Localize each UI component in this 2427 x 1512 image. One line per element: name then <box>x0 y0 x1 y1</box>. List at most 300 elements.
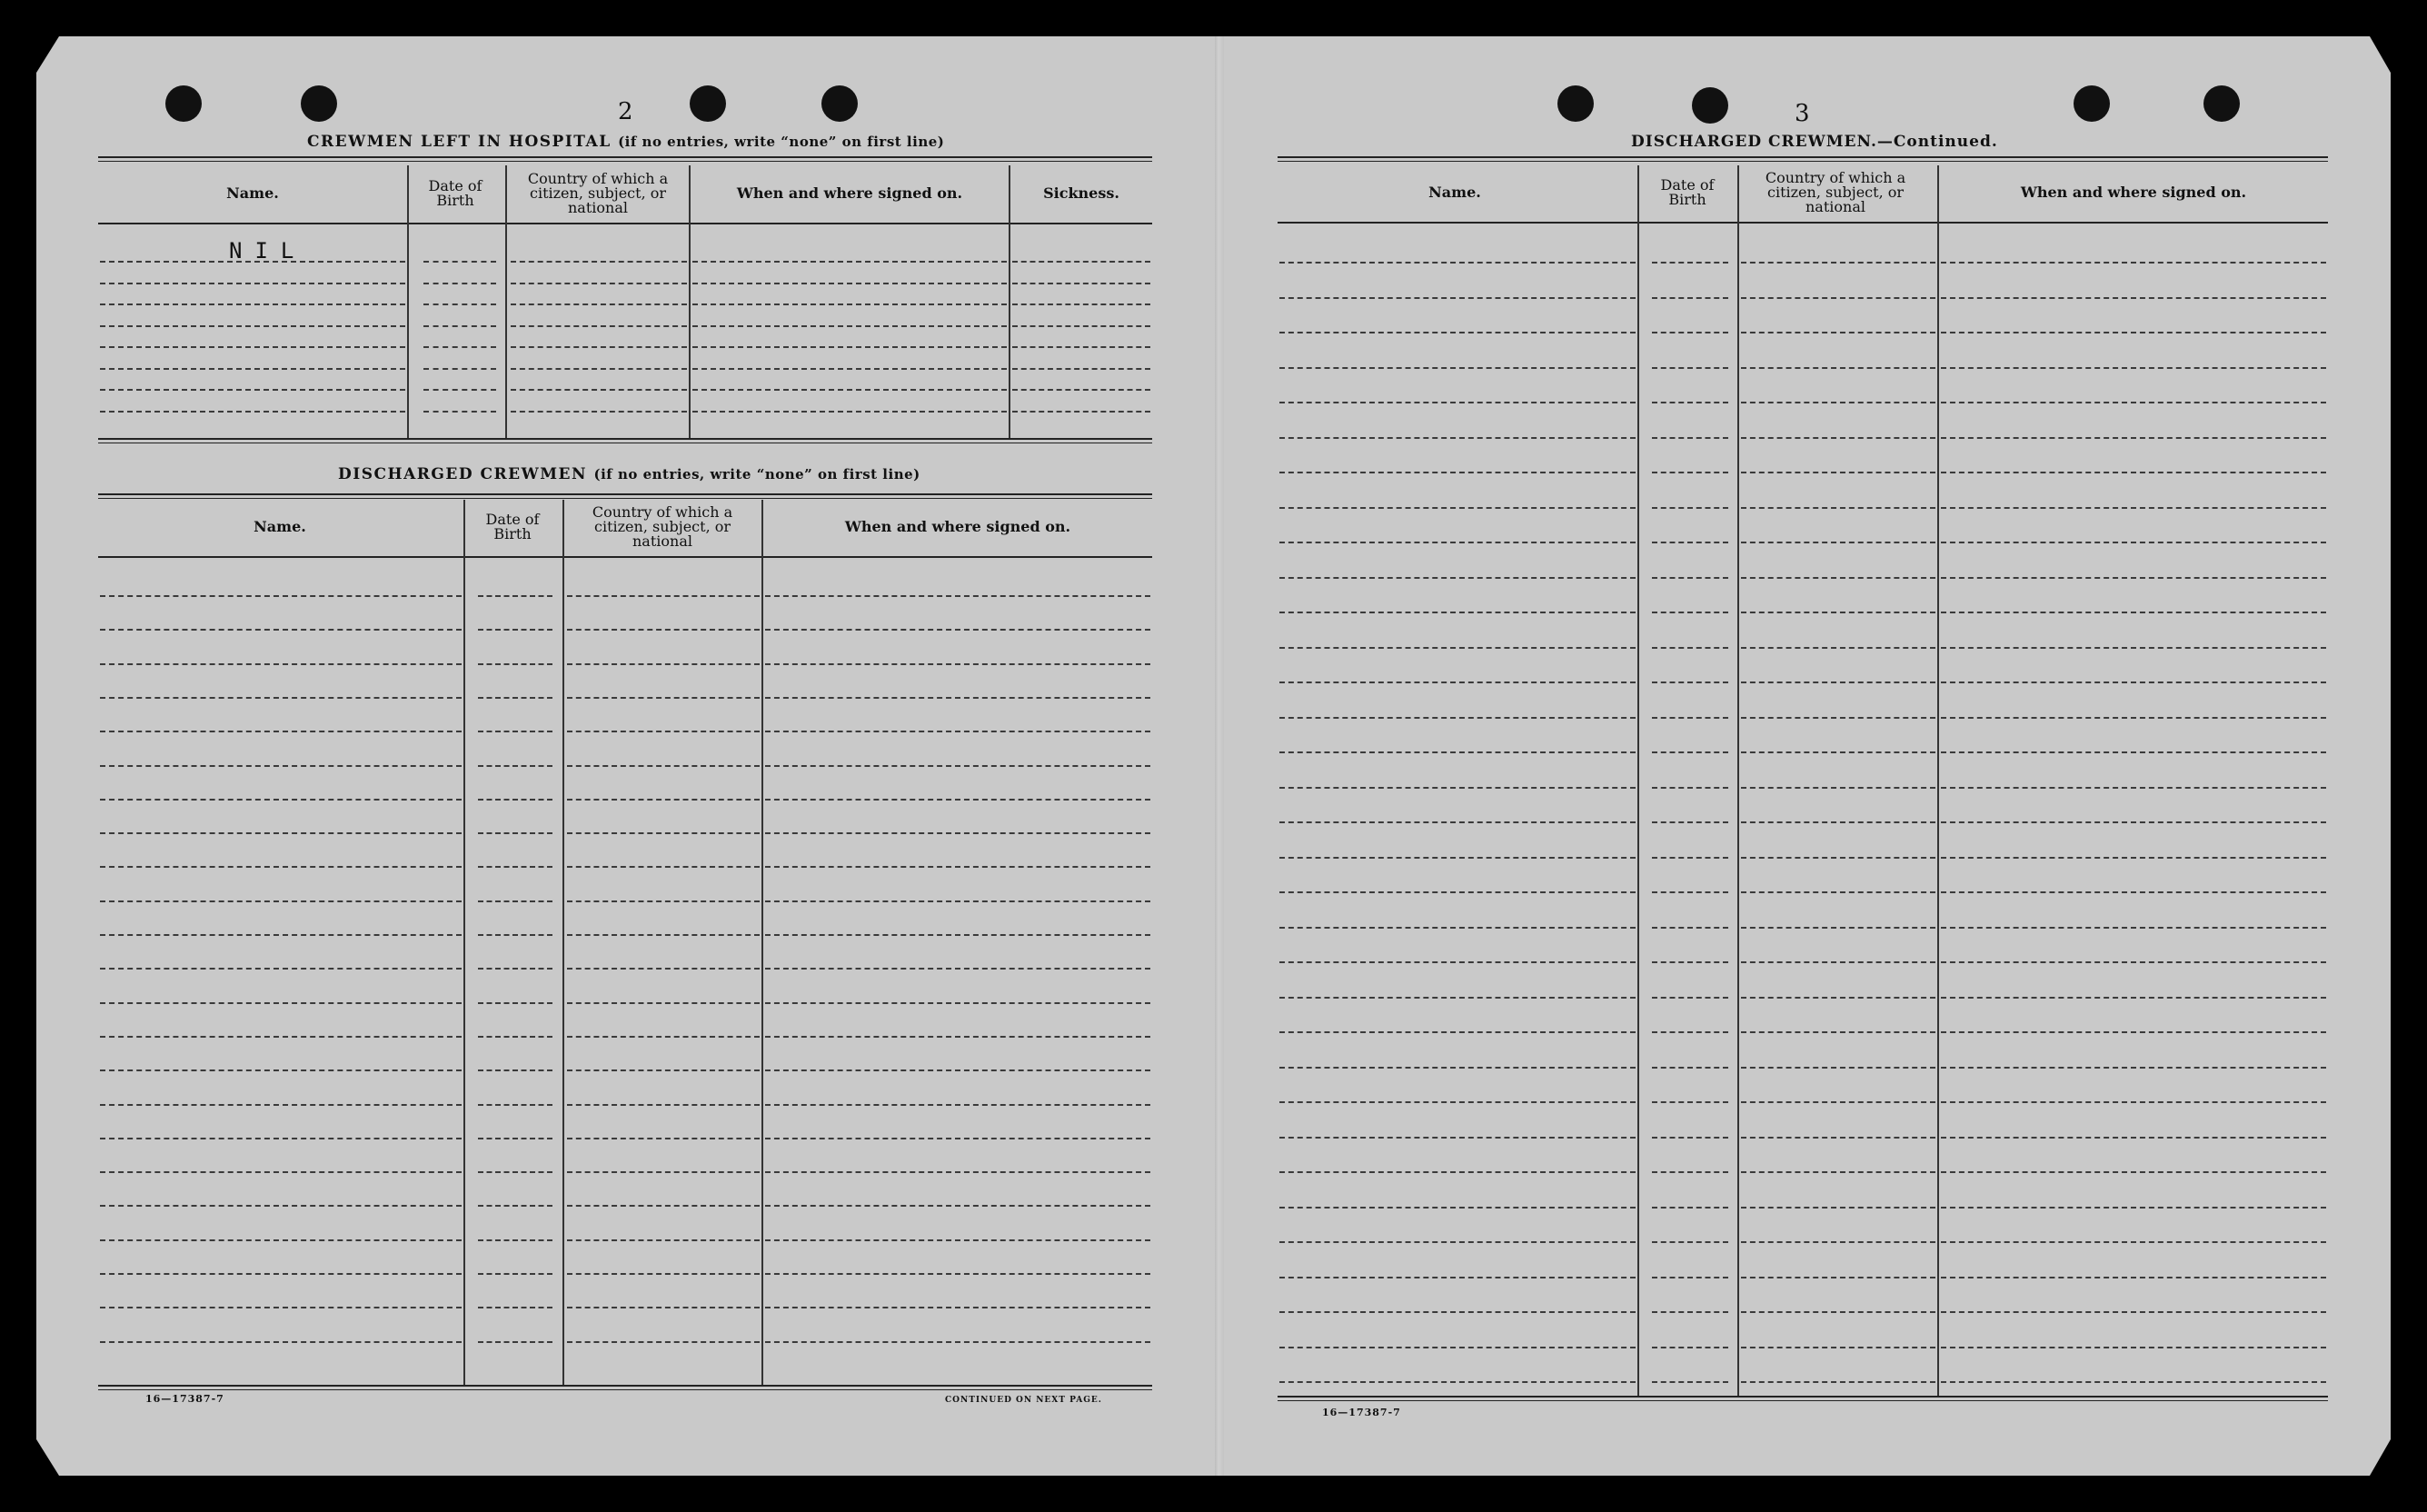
hospital-row-line <box>1012 346 1150 348</box>
discharged-section-title <box>338 465 920 483</box>
right-row-line <box>1652 857 1728 859</box>
discharged-row-line <box>765 1273 1150 1275</box>
right-row-line <box>1941 297 2326 299</box>
discharged-row-line <box>567 866 760 868</box>
right-row-line <box>1741 472 1935 473</box>
discharged-row-line <box>100 1069 462 1071</box>
right-row-line <box>1741 1137 1935 1139</box>
discharged-row-line <box>765 799 1150 801</box>
right-row-line <box>1741 821 1935 823</box>
right-row-line <box>1279 367 1636 369</box>
hospital-row-line <box>100 303 405 305</box>
hospital-row-line <box>1012 389 1150 391</box>
discharged-row-line <box>100 1307 462 1308</box>
discharged-row-line <box>765 1002 1150 1004</box>
hospital-row-line <box>692 325 1007 327</box>
right-header-rule <box>1278 222 2328 224</box>
discharged-table-top-rule <box>98 493 1152 499</box>
right-table-bottom-rule <box>1278 1396 2328 1401</box>
right-row-line <box>1279 857 1636 859</box>
discharged-row-line <box>478 1239 552 1241</box>
right-row-line <box>1652 542 1728 543</box>
discharged-row-line <box>765 629 1150 631</box>
right-header-country: Country of which a citizen, subject, or national <box>1765 169 1906 215</box>
right-row-line <box>1652 1171 1728 1173</box>
right-row-line <box>1652 437 1728 439</box>
right-row-line <box>1741 1381 1935 1383</box>
discharged-row-line <box>765 900 1150 902</box>
hospital-row-line <box>1012 411 1150 413</box>
hospital-row-line <box>511 303 687 305</box>
discharged-row-line <box>567 1205 760 1207</box>
punch-hole <box>1557 85 1594 122</box>
discharged-row-line <box>100 1273 462 1275</box>
right-row-line <box>1941 1347 2326 1348</box>
right-row-line <box>1941 1137 2326 1139</box>
punch-hole <box>690 85 726 122</box>
hospital-header-signed-on: When and where signed on. <box>736 184 963 202</box>
right-row-line <box>1279 717 1636 719</box>
discharged-row-line <box>478 1138 552 1139</box>
discharged-row-line <box>100 731 462 732</box>
right-row-line <box>1741 1171 1935 1173</box>
discharged-row-line <box>478 832 552 834</box>
right-row-line <box>1741 297 1935 299</box>
hospital-row-line <box>511 368 687 370</box>
right-row-line <box>1279 1277 1636 1278</box>
page-number-right: 3 <box>1795 100 1810 127</box>
right-row-line <box>1279 681 1636 683</box>
right-row-line <box>1279 612 1636 613</box>
discharged-row-line <box>765 1341 1150 1343</box>
discharged-row-line <box>765 595 1150 597</box>
right-row-line <box>1741 927 1935 929</box>
right-row-line <box>1741 262 1935 264</box>
discharged-row-line <box>567 832 760 834</box>
right-row-line <box>1652 402 1728 403</box>
discharged-row-line <box>567 595 760 597</box>
discharged-row-line <box>765 697 1150 699</box>
right-header-dob: Date of Birth <box>1660 176 1715 208</box>
discharged-row-line <box>100 866 462 868</box>
right-table-top-rule <box>1278 156 2328 162</box>
discharged-row-line <box>100 934 462 936</box>
discharged-title-note: (if no entries, write “none” on first line) <box>593 466 920 482</box>
right-row-line <box>1279 1101 1636 1103</box>
discharged-row-line <box>765 731 1150 732</box>
right-row-line <box>1652 1207 1728 1209</box>
right-row-line <box>1941 751 2326 753</box>
right-row-line <box>1652 472 1728 473</box>
right-row-line <box>1941 1067 2326 1069</box>
hospital-row-line <box>511 283 687 284</box>
discharged-row-line <box>567 799 760 801</box>
discharged-row-line <box>765 663 1150 665</box>
hospital-row-line <box>1012 261 1150 263</box>
right-row-line <box>1741 751 1935 753</box>
right-row-line <box>1941 437 2326 439</box>
hospital-title-note: (if no entries, write “none” on first line) <box>618 134 945 150</box>
discharged-row-line <box>567 663 760 665</box>
right-row-line <box>1652 997 1728 999</box>
discharged-row-line <box>100 663 462 665</box>
discharged-row-line <box>765 1069 1150 1071</box>
right-row-line <box>1941 857 2326 859</box>
discharged-row-line <box>478 765 552 767</box>
right-row-line <box>1741 437 1935 439</box>
right-row-line <box>1941 647 2326 649</box>
discharged-row-line <box>765 934 1150 936</box>
discharged-header-dob: Date of Birth <box>485 511 540 542</box>
discharged-row-line <box>100 1205 462 1207</box>
right-row-line <box>1652 1381 1728 1383</box>
right-row-line <box>1941 332 2326 333</box>
document-sheet <box>36 36 2391 1476</box>
right-row-line <box>1652 1031 1728 1033</box>
hospital-col-divider <box>505 165 507 438</box>
discharged-row-line <box>100 697 462 699</box>
discharged-row-line <box>478 629 552 631</box>
right-row-line <box>1279 961 1636 963</box>
right-row-line <box>1941 1031 2326 1033</box>
hospital-row-line <box>100 368 405 370</box>
discharged-row-line <box>100 1171 462 1173</box>
hospital-row-line <box>423 346 496 348</box>
discharged-row-line <box>100 1239 462 1241</box>
right-row-line <box>1279 542 1636 543</box>
right-row-line <box>1279 1031 1636 1033</box>
hospital-row-line <box>1012 325 1150 327</box>
discharged-row-line <box>567 968 760 970</box>
right-row-line <box>1741 1031 1935 1033</box>
discharged-row-line <box>100 629 462 631</box>
right-row-line <box>1741 332 1935 333</box>
discharged-row-line <box>567 629 760 631</box>
right-row-line <box>1652 507 1728 509</box>
right-row-line <box>1941 472 2326 473</box>
punch-hole <box>821 85 858 122</box>
right-row-line <box>1652 681 1728 683</box>
hospital-row-line <box>511 411 687 413</box>
hospital-header-sickness: Sickness. <box>1043 184 1119 202</box>
right-row-line <box>1652 297 1728 299</box>
hospital-row-line <box>100 389 405 391</box>
discharged-table-bottom-rule <box>98 1385 1152 1390</box>
hospital-row-line <box>423 283 496 284</box>
discharged-row-line <box>478 697 552 699</box>
right-row-line <box>1652 612 1728 613</box>
right-row-line <box>1741 1311 1935 1313</box>
right-row-line <box>1279 1171 1636 1173</box>
hospital-row-line <box>423 303 496 305</box>
right-row-line <box>1279 647 1636 649</box>
right-row-line <box>1941 612 2326 613</box>
hospital-row-line <box>100 283 405 284</box>
discharged-row-line <box>478 968 552 970</box>
discharged-row-line <box>567 1069 760 1071</box>
right-row-line <box>1279 1311 1636 1313</box>
discharged-row-line <box>567 1171 760 1173</box>
right-row-line <box>1652 1067 1728 1069</box>
discharged-row-line <box>765 1036 1150 1038</box>
right-row-line <box>1279 577 1636 579</box>
hospital-row-line <box>692 346 1007 348</box>
right-row-line <box>1652 262 1728 264</box>
right-row-line <box>1941 507 2326 509</box>
discharged-row-line <box>567 1307 760 1308</box>
right-header-name: Name. <box>1428 184 1481 201</box>
punch-hole <box>165 85 202 122</box>
continued-note: CONTINUED ON NEXT PAGE. <box>945 1396 1102 1405</box>
discharged-row-line <box>478 799 552 801</box>
right-row-line <box>1941 787 2326 789</box>
hospital-header-rule <box>98 223 1152 224</box>
right-row-line <box>1652 1347 1728 1348</box>
right-row-line <box>1741 857 1935 859</box>
right-row-line <box>1941 961 2326 963</box>
discharged-row-line <box>478 1171 552 1173</box>
right-row-line <box>1652 367 1728 369</box>
discharged-row-line <box>567 1138 760 1139</box>
right-row-line <box>1279 927 1636 929</box>
hospital-header-country: Country of which a citizen, subject, or national <box>527 170 669 216</box>
right-row-line <box>1941 262 2326 264</box>
right-row-line <box>1652 1137 1728 1139</box>
right-header-signed-on: When and where signed on. <box>2020 184 2247 201</box>
hospital-header-dob: Date of Birth <box>428 177 482 209</box>
discharged-row-line <box>100 1104 462 1106</box>
right-row-line <box>1941 1171 2326 1173</box>
right-row-line <box>1652 787 1728 789</box>
right-row-line <box>1279 1207 1636 1209</box>
right-row-line <box>1652 577 1728 579</box>
hospital-row-line <box>692 261 1007 263</box>
right-row-line <box>1652 751 1728 753</box>
hospital-row-line <box>1012 368 1150 370</box>
center-fold <box>1215 36 1224 1476</box>
right-row-line <box>1941 1381 2326 1383</box>
hospital-row-line <box>692 389 1007 391</box>
discharged-row-line <box>765 1138 1150 1139</box>
discharged-row-line <box>478 934 552 936</box>
discharged-row-line <box>478 1002 552 1004</box>
discharged-header-name: Name. <box>254 518 306 535</box>
right-row-line <box>1279 997 1636 999</box>
right-row-line <box>1652 1241 1728 1243</box>
right-row-line <box>1279 507 1636 509</box>
right-row-line <box>1741 647 1935 649</box>
hospital-row-line <box>692 303 1007 305</box>
right-row-line <box>1652 1277 1728 1278</box>
right-row-line <box>1652 821 1728 823</box>
discharged-row-line <box>765 765 1150 767</box>
hospital-col-divider <box>689 165 691 438</box>
right-row-line <box>1741 1067 1935 1069</box>
right-row-line <box>1279 262 1636 264</box>
right-row-line <box>1941 1311 2326 1313</box>
discharged-row-line <box>765 1307 1150 1308</box>
discharged-row-line <box>478 900 552 902</box>
hospital-row-line <box>423 368 496 370</box>
discharged-row-line <box>100 765 462 767</box>
discharged-col-divider <box>463 500 465 1387</box>
page-number-left: 2 <box>618 98 633 125</box>
right-row-line <box>1279 472 1636 473</box>
discharged-row-line <box>100 595 462 597</box>
hospital-row-line <box>100 261 405 263</box>
right-row-line <box>1941 1277 2326 1278</box>
discharged-row-line <box>765 1239 1150 1241</box>
discharged-row-line <box>100 1341 462 1343</box>
right-row-line <box>1741 891 1935 893</box>
right-section-title: DISCHARGED CREWMEN.—Continued. <box>1631 133 1998 151</box>
right-row-line <box>1279 297 1636 299</box>
corner-cut <box>36 1439 59 1476</box>
right-row-line <box>1279 402 1636 403</box>
discharged-row-line <box>100 900 462 902</box>
discharged-row-line <box>478 866 552 868</box>
right-row-line <box>1741 367 1935 369</box>
punch-hole <box>301 85 337 122</box>
right-col-divider <box>1637 165 1639 1398</box>
hospital-row-line <box>692 283 1007 284</box>
punch-hole <box>1692 87 1728 124</box>
discharged-row-line <box>100 1138 462 1139</box>
right-row-line <box>1279 821 1636 823</box>
discharged-row-line <box>567 697 760 699</box>
discharged-row-line <box>567 731 760 732</box>
hospital-row-line <box>511 325 687 327</box>
hospital-row-line <box>423 325 496 327</box>
discharged-row-line <box>567 765 760 767</box>
hospital-header-name: Name. <box>226 184 279 202</box>
discharged-col-divider <box>562 500 564 1387</box>
discharged-row-line <box>567 1341 760 1343</box>
corner-cut <box>36 36 59 73</box>
right-col-divider <box>1937 165 1939 1398</box>
right-row-line <box>1741 542 1935 543</box>
hospital-section-title <box>307 133 944 151</box>
hospital-row-line <box>511 346 687 348</box>
discharged-row-line <box>478 1104 552 1106</box>
right-row-line <box>1652 717 1728 719</box>
discharged-row-line <box>765 832 1150 834</box>
discharged-row-line <box>100 799 462 801</box>
right-row-line <box>1941 367 2326 369</box>
discharged-row-line <box>567 934 760 936</box>
discharged-row-line <box>478 731 552 732</box>
discharged-row-line <box>478 1036 552 1038</box>
hospital-row-line <box>100 325 405 327</box>
discharged-row-line <box>100 832 462 834</box>
hospital-table-top-rule <box>98 156 1152 162</box>
right-row-line <box>1741 507 1935 509</box>
right-row-line <box>1279 891 1636 893</box>
right-row-line <box>1741 961 1935 963</box>
hospital-row-line <box>423 389 496 391</box>
right-row-line <box>1652 891 1728 893</box>
hospital-row-line <box>423 411 496 413</box>
right-row-line <box>1279 1137 1636 1139</box>
discharged-header-signed-on: When and where signed on. <box>844 518 1071 535</box>
right-row-line <box>1652 1101 1728 1103</box>
hospital-col-divider <box>1009 165 1010 438</box>
corner-cut <box>2370 1439 2391 1476</box>
right-row-line <box>1741 997 1935 999</box>
form-number-left: 16—17387-7 <box>145 1393 224 1405</box>
right-row-line <box>1941 577 2326 579</box>
hospital-row-line <box>1012 283 1150 284</box>
discharged-row-line <box>478 663 552 665</box>
discharged-col-divider <box>761 500 763 1387</box>
right-row-line <box>1279 1067 1636 1069</box>
right-row-line <box>1279 332 1636 333</box>
discharged-row-line <box>567 1273 760 1275</box>
right-row-line <box>1941 1207 2326 1209</box>
right-row-line <box>1741 1101 1935 1103</box>
right-row-line <box>1652 647 1728 649</box>
discharged-row-line <box>567 1104 760 1106</box>
right-row-line <box>1741 577 1935 579</box>
hospital-row-line <box>1012 303 1150 305</box>
hospital-row-line <box>692 411 1007 413</box>
right-row-line <box>1741 1207 1935 1209</box>
right-row-line <box>1279 1381 1636 1383</box>
discharged-row-line <box>765 1171 1150 1173</box>
discharged-row-line <box>478 595 552 597</box>
right-row-line <box>1941 1101 2326 1103</box>
discharged-row-line <box>478 1205 552 1207</box>
right-row-line <box>1941 927 2326 929</box>
discharged-row-line <box>765 1205 1150 1207</box>
right-row-line <box>1279 787 1636 789</box>
discharged-title-text: DISCHARGED CREWMEN <box>338 465 588 483</box>
right-row-line <box>1279 437 1636 439</box>
discharged-row-line <box>478 1069 552 1071</box>
hospital-row-line <box>511 261 687 263</box>
hospital-row-line <box>423 261 496 263</box>
discharged-row-line <box>478 1341 552 1343</box>
right-row-line <box>1941 402 2326 403</box>
right-row-line <box>1941 821 2326 823</box>
discharged-row-line <box>567 1002 760 1004</box>
discharged-row-line <box>100 968 462 970</box>
discharged-row-line <box>478 1307 552 1308</box>
right-row-line <box>1741 717 1935 719</box>
punch-hole <box>2203 85 2240 122</box>
discharged-row-line <box>765 1104 1150 1106</box>
discharged-row-line <box>567 1036 760 1038</box>
discharged-row-line <box>765 866 1150 868</box>
discharged-header-country: Country of which a citizen, subject, or national <box>592 503 733 550</box>
right-row-line <box>1741 402 1935 403</box>
right-row-line <box>1741 681 1935 683</box>
right-row-line <box>1652 332 1728 333</box>
hospital-table-bottom-rule <box>98 438 1152 443</box>
discharged-row-line <box>100 1036 462 1038</box>
right-row-line <box>1941 997 2326 999</box>
right-row-line <box>1652 1311 1728 1313</box>
hospital-entry-nil: NIL <box>229 238 307 264</box>
right-row-line <box>1941 891 2326 893</box>
right-row-line <box>1652 961 1728 963</box>
right-row-line <box>1279 1241 1636 1243</box>
discharged-row-line <box>100 1002 462 1004</box>
form-number-right: 16—17387-7 <box>1322 1407 1401 1418</box>
hospital-row-line <box>100 346 405 348</box>
discharged-row-line <box>765 968 1150 970</box>
right-row-line <box>1941 717 2326 719</box>
